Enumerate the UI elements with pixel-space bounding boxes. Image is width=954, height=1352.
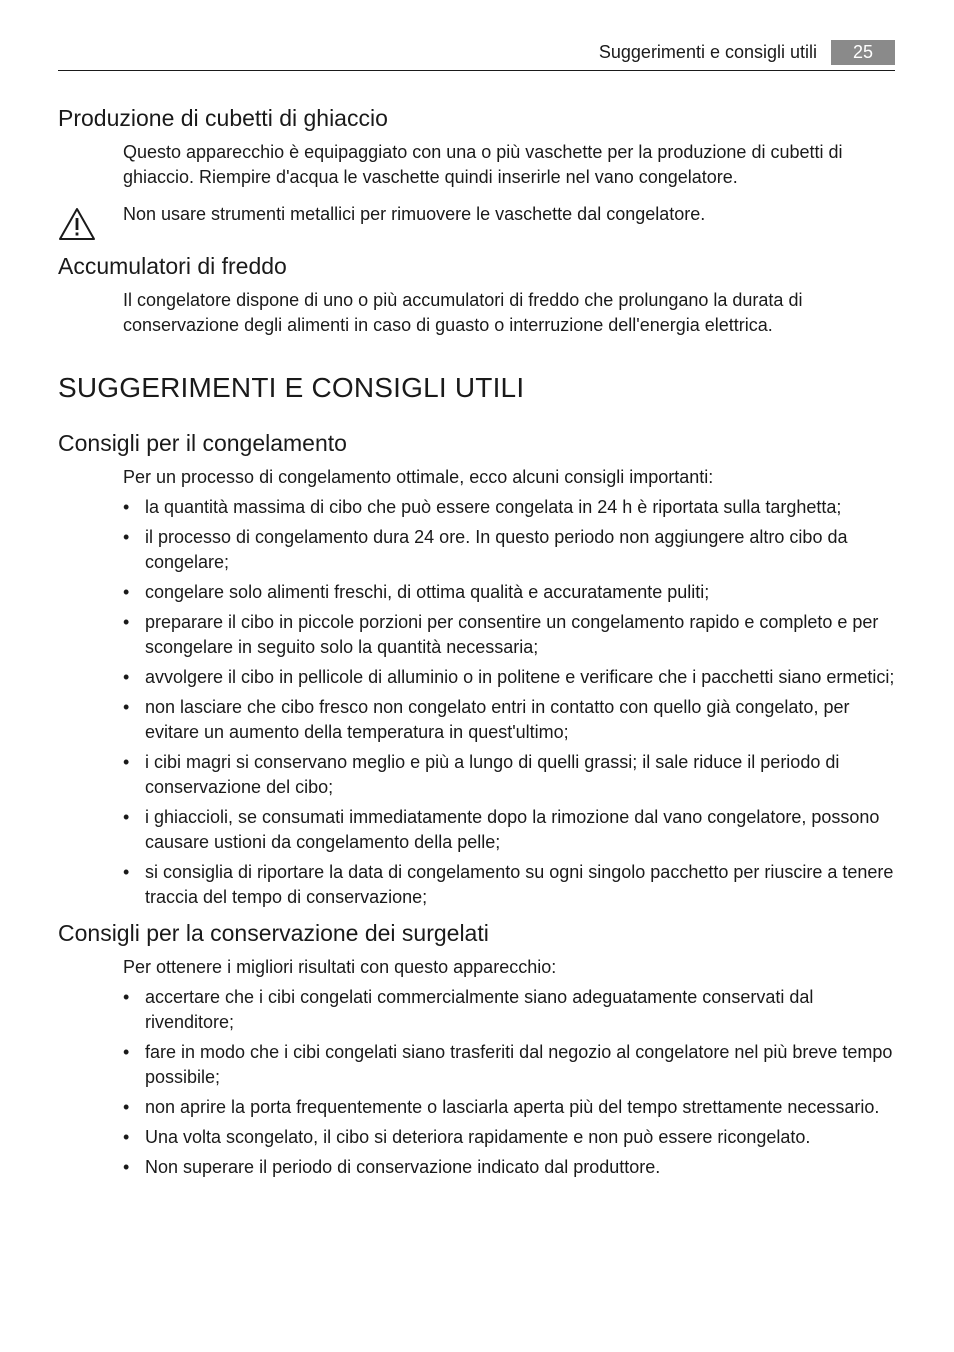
freezing-tips-list (58, 495, 895, 910)
page-content (58, 100, 895, 1180)
list-item: • fare in modo che i cibi congelati siano trasferiti dal negozio al congelatore nel più breve tempo possibile; (123, 1042, 893, 1087)
section-heading: Produzione di cubetti di ghiaccio (58, 105, 388, 131)
bullet: • (123, 1127, 130, 1147)
bullet: • (123, 1097, 130, 1117)
section-paragraph: Questo apparecchio è equipaggiato con una o più vaschette per la produzione di cubetti di ghiaccio. Riempire d'acqua le vaschette quindi inserirle nel vano congelatore. (123, 142, 843, 187)
list-item: • avvolgere il cibo in pellicole di alluminio o in politene e verificare che i pacchetti siano ermetici; (145, 665, 895, 690)
section-freezing-tips (58, 428, 895, 910)
bullet: • (123, 752, 130, 772)
bullet: • (123, 807, 130, 827)
section-intro: Per ottenere i migliori risultati con questo apparecchio: (123, 957, 557, 977)
bullet: • (123, 697, 130, 717)
bullet: • (123, 1042, 130, 1062)
list-item: • Non superare il periodo di conservazione indicato dal produttore. (145, 1155, 895, 1180)
bullet: • (123, 987, 130, 1007)
list-item: • la quantità massima di cibo che può essere congelata in 24 h è riportata sulla targhetta; (145, 495, 895, 520)
section-paragraph: Il congelatore dispone di uno o più accumulatori di freddo che prolungano la durata di conservazione degli alimenti in caso di guasto o interruzione dell'energia elettrica. (123, 290, 803, 335)
page-header (58, 40, 895, 71)
warning-note (58, 202, 895, 244)
list-item: • Una volta scongelato, il cibo si deteriora rapidamente e non può essere ricongelato. (145, 1125, 895, 1150)
list-item: • non aprire la porta frequentemente o lasciarla aperta più del tempo strettamente necessario. (145, 1095, 895, 1120)
section-heading: Accumulatori di freddo (58, 253, 287, 279)
bullet: • (123, 527, 130, 547)
section-storage-tips (58, 918, 895, 1180)
bullet: • (123, 1157, 130, 1177)
warning-triangle-icon (58, 207, 96, 241)
section-intro: Per un processo di congelamento ottimale, ecco alcuni consigli importanti: (123, 467, 714, 487)
list-item: • i ghiaccioli, se consumati immediatamente dopo la rimozione dal vano congelatore, possono causare ustioni da congelamento della pelle; (123, 807, 880, 852)
list-item: • congelare solo alimenti freschi, di ottima qualità e accuratamente puliti; (145, 580, 895, 605)
list-item: • preparare il cibo in piccole porzioni per consentire un congelamento rapido e completo e per scongelare in seguito solo la quantità necessaria; (123, 612, 879, 657)
storage-tips-list (58, 985, 895, 1180)
list-item: • si consiglia di riportare la data di congelamento su ogni singolo pacchetto per riuscire a tenere traccia del tempo di conservazione; (123, 862, 894, 907)
page-number: 25 (831, 40, 895, 65)
section-cold-accumulators (58, 251, 895, 338)
list-item: • accertare che i cibi congelati commercialmente siano adeguatamente conservati dal rivenditore; (123, 987, 814, 1032)
header-title: Suggerimenti e consigli utili (598, 42, 817, 62)
list-item: • non lasciare che cibo fresco non congelato entri in contatto con quello già congelato, per evitare un aumento della temperatura in quest'ultimo; (123, 697, 850, 742)
section-heading: Consigli per la conservazione dei surgelati (58, 920, 489, 946)
bullet: • (123, 582, 130, 602)
bullet: • (123, 667, 130, 687)
list-item: • il processo di congelamento dura 24 ore. In questo periodo non aggiungere altro cibo da congelare; (123, 527, 848, 572)
section-ice-cubes (58, 103, 895, 244)
main-title: SUGGERIMENTI E CONSIGLI UTILI (58, 372, 525, 403)
list-item: • i cibi magri si conservano meglio e più a lungo di quelli grassi; il sale riduce il periodo di conservazione del cibo; (123, 752, 840, 797)
bullet: • (123, 612, 130, 632)
section-heading: Consigli per il congelamento (58, 430, 347, 456)
bullet: • (123, 497, 130, 517)
warning-text: Non usare strumenti metallici per rimuovere le vaschette dal congelatore. (123, 204, 706, 224)
bullet: • (123, 862, 130, 882)
